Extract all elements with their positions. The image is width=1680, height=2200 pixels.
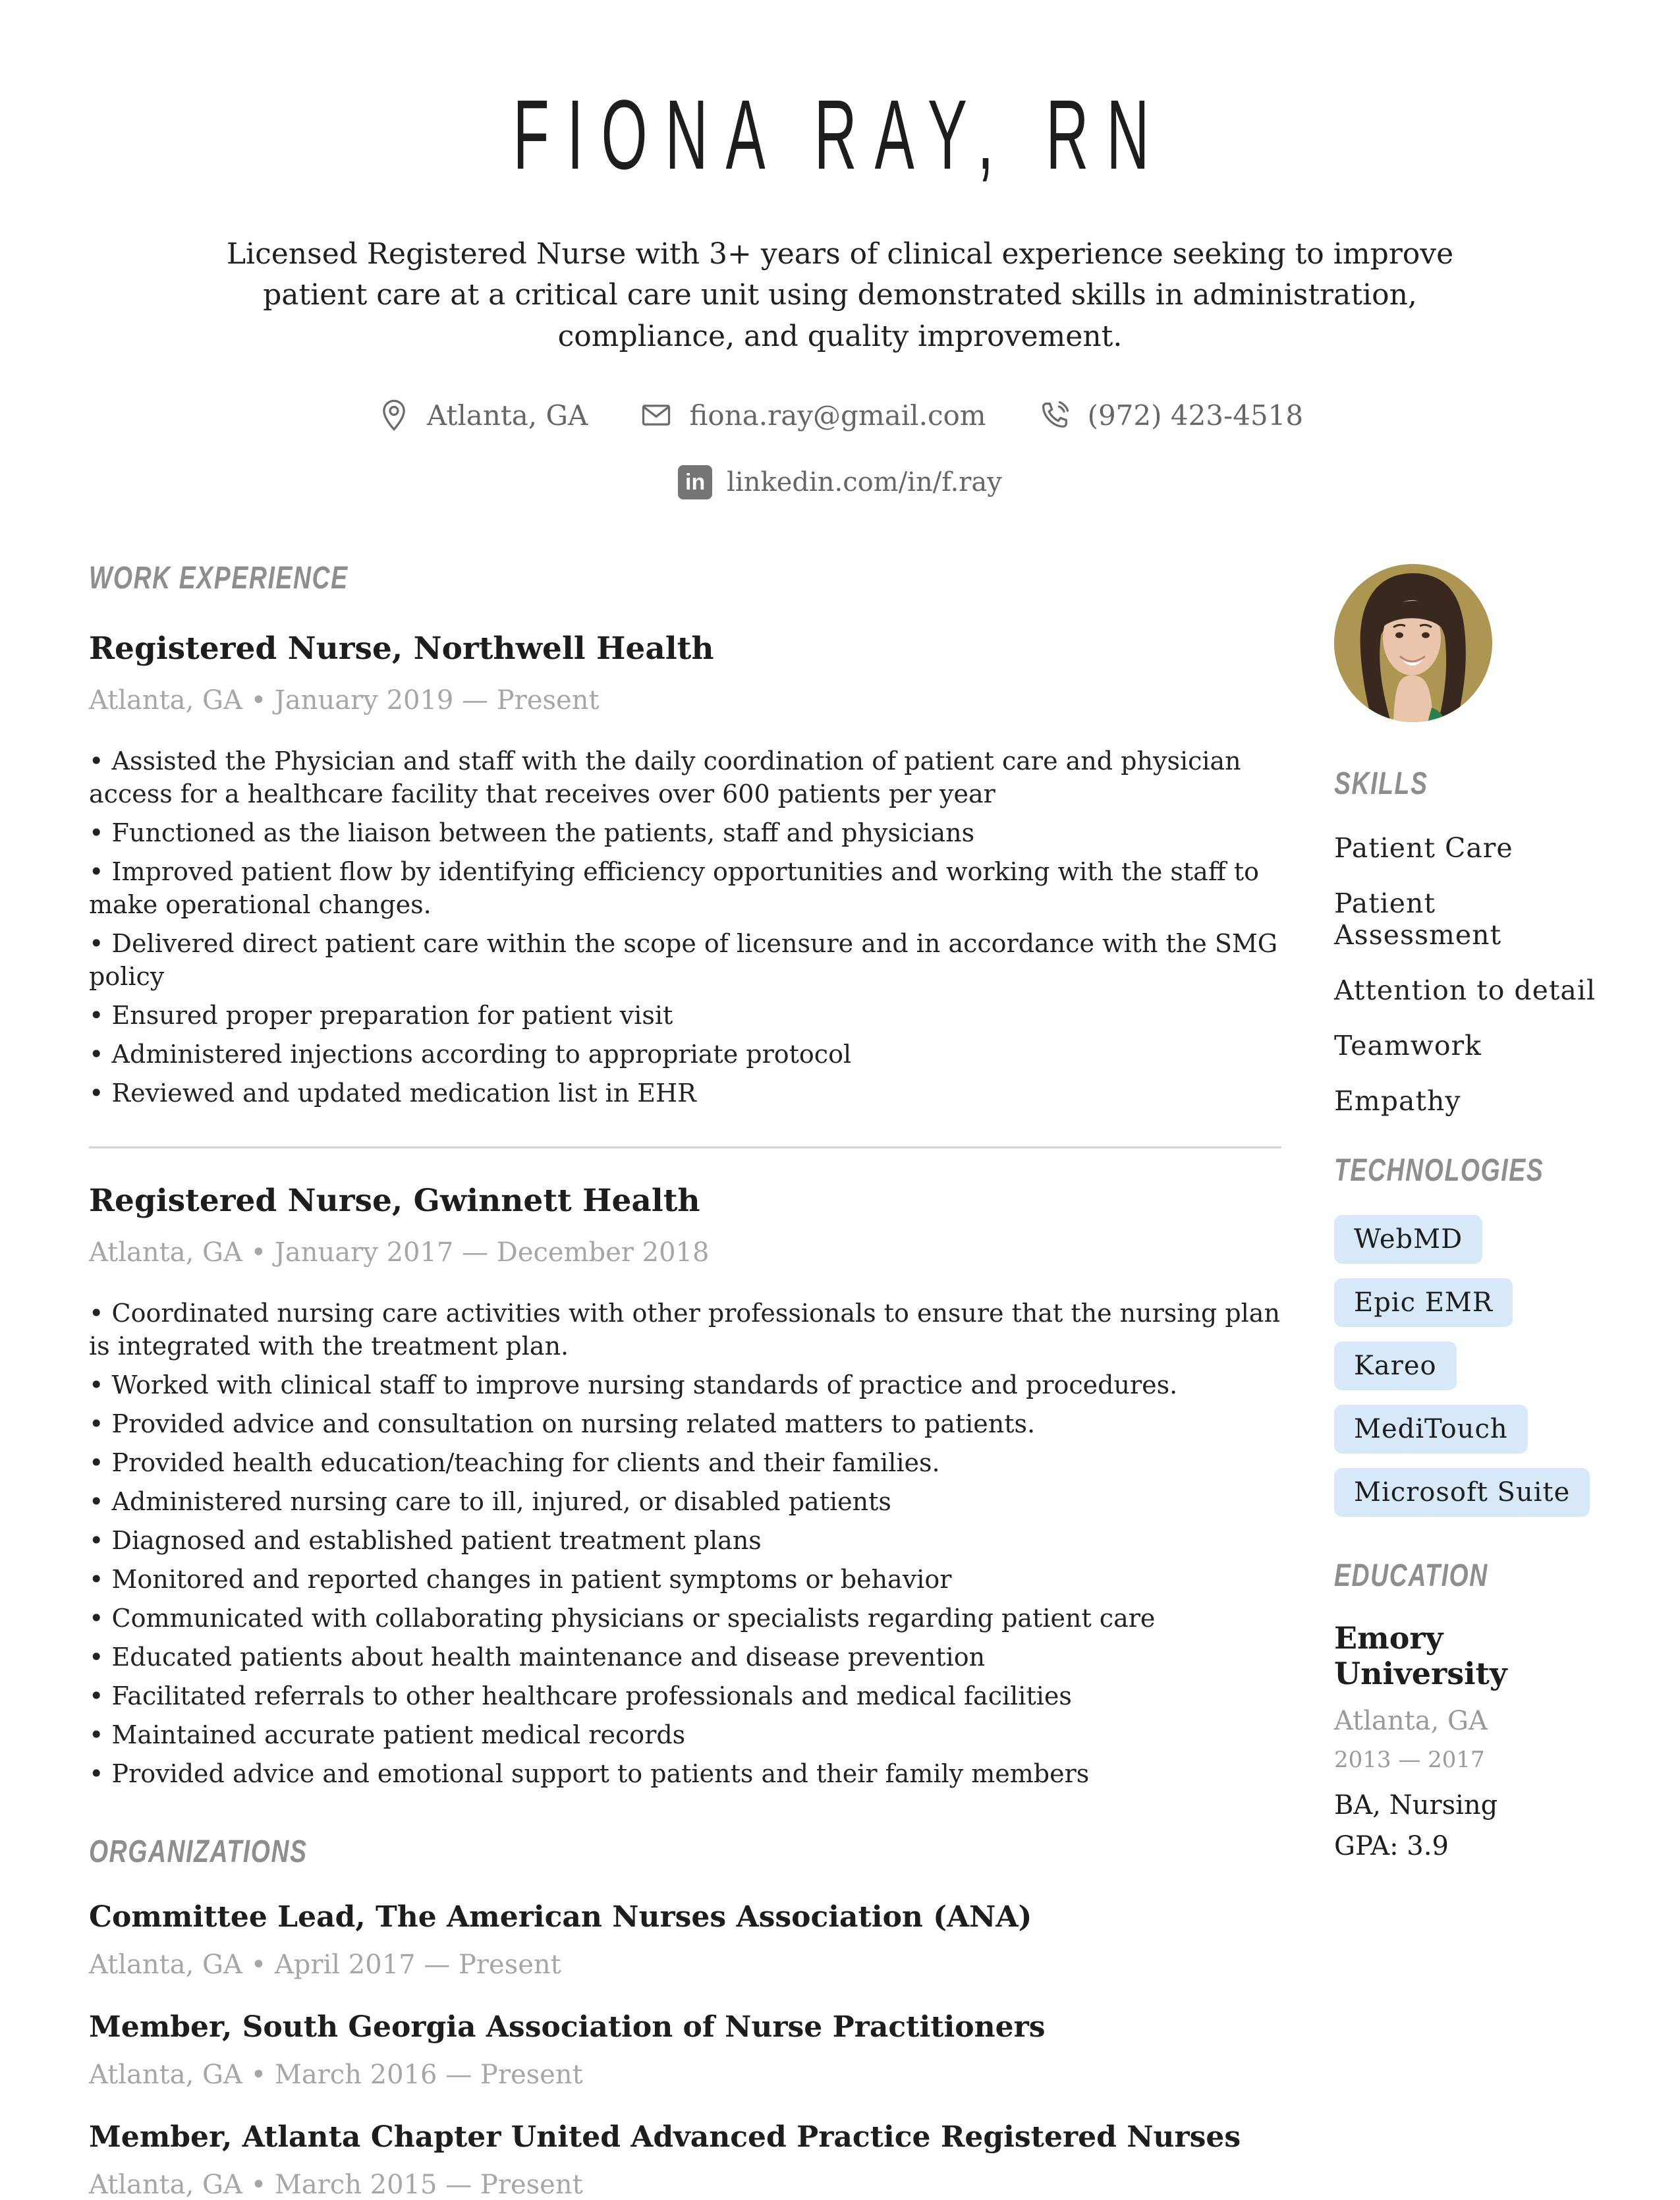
bullet-item: • Worked with clinical staff to improve nursing standards of practice and procedures. — [89, 1368, 1281, 1401]
job-meta: Atlanta, GA • January 2019 — Present — [89, 685, 600, 716]
organization-meta: Atlanta, GA • March 2016 — Present — [89, 2060, 583, 2091]
skills-heading: SKILLS — [1334, 766, 1428, 802]
contact-row — [0, 398, 1680, 432]
profile-photo — [1334, 564, 1492, 722]
bullet-item: • Provided advice and emotional support to patients and their family members — [89, 1757, 1281, 1790]
job-bullets — [89, 745, 1281, 1110]
skill-item: Attention to detail — [1334, 974, 1596, 1007]
skill-item: Patient Assessment — [1334, 888, 1502, 951]
contact-email — [639, 398, 986, 432]
content-columns — [0, 560, 1680, 2200]
bullet-item: • Functioned as the liaison between the patients, staff and physicians — [89, 816, 1281, 849]
linkedin-square-icon: in — [678, 465, 712, 499]
job-meta: Atlanta, GA • January 2017 — December 2018 — [89, 1237, 710, 1268]
technology-pill: MediTouch — [1334, 1405, 1528, 1453]
bullet-item: • Reviewed and updated medication list in EHR — [89, 1077, 1281, 1110]
technologies-heading: TECHNOLOGIES — [1334, 1153, 1544, 1189]
job-entry — [89, 631, 1281, 1110]
envelope-icon — [639, 398, 673, 432]
bullet-item: • Improved patient flow by identifying efficiency opportunities and working with the staff to make operational changes. — [89, 855, 1281, 921]
education-heading: EDUCATION — [1334, 1558, 1488, 1594]
contact-location — [377, 398, 588, 432]
bullet-item: • Monitored and reported changes in patient symptoms or behavior — [89, 1563, 1281, 1596]
organization-meta: Atlanta, GA • April 2017 — Present — [89, 1950, 561, 1981]
organization-entry — [89, 2010, 1281, 2090]
contact-location-text: Atlanta, GA — [426, 399, 588, 432]
bullet-item: • Communicated with collaborating physicians or specialists regarding patient care — [89, 1602, 1281, 1635]
organization-meta: Atlanta, GA • March 2015 — Present — [89, 2170, 583, 2200]
job-title: Registered Nurse, Gwinnett Health — [89, 1183, 700, 1220]
resume-header — [0, 0, 1680, 499]
contact-phone — [1038, 398, 1304, 432]
education-location: Atlanta, GA — [1334, 1706, 1488, 1737]
contact-phone-text: (972) 423-4518 — [1087, 399, 1304, 432]
bullet-item: • Facilitated referrals to other healthcare professionals and medical facilities — [89, 1679, 1281, 1712]
job-entry — [89, 1183, 1281, 1790]
summary-text: Licensed Registered Nurse with 3+ years of clinical experience seeking to improve patient care at a critical care unit using demonstrated skills in administration, compliance, and quality improvement. — [226, 237, 1454, 353]
technology-pill: WebMD — [1334, 1215, 1482, 1264]
job-bullets — [89, 1297, 1281, 1790]
bullet-item: • Assisted the Physician and staff with the daily coordination of patient care and physician access for a healthcare facility that receives over 600 patients per year — [89, 745, 1281, 810]
education-dates: 2013 — 2017 — [1334, 1747, 1485, 1774]
work-experience-heading: WORK EXPERIENCE — [89, 561, 349, 596]
organization-entry — [89, 2120, 1281, 2200]
bullet-item: • Delivered direct patient care within the scope of licensure and in accordance with the SMG policy — [89, 927, 1281, 993]
technology-pill: Epic EMR — [1334, 1278, 1513, 1327]
education-school: Emory University — [1334, 1620, 1507, 1692]
bullet-item: • Coordinated nursing care activities with other professionals to ensure that the nursing plan is integrated with the treatment plan. — [89, 1297, 1281, 1363]
bullet-item: • Administered nursing care to ill, injured, or disabled patients — [89, 1485, 1281, 1518]
bullet-item: • Provided advice and consultation on nursing related matters to patients. — [89, 1407, 1281, 1440]
education-entry — [1334, 1620, 1603, 1861]
technologies-list — [1334, 1215, 1603, 1517]
organization-title: Member, Atlanta Chapter United Advanced Practice Registered Nurses — [89, 2120, 1241, 2155]
phone-call-icon — [1038, 398, 1072, 432]
linkedin-url-text: linkedin.com/in/f.ray — [727, 467, 1002, 498]
name-title: FIONA RAY, RN — [513, 79, 1167, 190]
organization-title: Committee Lead, The American Nurses Association (ANA) — [89, 1900, 1032, 1934]
main-column — [89, 560, 1281, 2200]
technology-pill: Kareo — [1334, 1341, 1457, 1390]
bullet-item: • Provided health education/teaching for clients and their families. — [89, 1446, 1281, 1479]
skill-item: Empathy — [1334, 1085, 1461, 1117]
map-pin-icon — [377, 398, 411, 432]
contact-email-text: fiona.ray@gmail.com — [689, 399, 986, 432]
organization-entry — [89, 1900, 1281, 1980]
bullet-item: • Educated patients about health maintenance and disease prevention — [89, 1641, 1281, 1674]
linkedin-row — [0, 465, 1680, 499]
job-divider — [89, 1146, 1281, 1148]
skill-item: Patient Care — [1334, 832, 1513, 864]
education-degree: BA, Nursing — [1334, 1790, 1498, 1821]
skill-item: Teamwork — [1334, 1030, 1482, 1062]
organizations-heading: ORGANIZATIONS — [89, 1834, 308, 1870]
bullet-item: • Ensured proper preparation for patient visit — [89, 999, 1281, 1032]
bullet-item: • Administered injections according to appropriate protocol — [89, 1038, 1281, 1071]
organization-title: Member, South Georgia Association of Nurse Practitioners — [89, 2010, 1046, 2045]
bullet-item: • Diagnosed and established patient treatment plans — [89, 1524, 1281, 1557]
job-title: Registered Nurse, Northwell Health — [89, 631, 714, 667]
skills-list — [1334, 832, 1603, 1117]
education-gpa: GPA: 3.9 — [1334, 1831, 1449, 1862]
bullet-item: • Maintained accurate patient medical records — [89, 1718, 1281, 1751]
sidebar — [1334, 560, 1603, 2200]
technology-pill: Microsoft Suite — [1334, 1468, 1590, 1517]
